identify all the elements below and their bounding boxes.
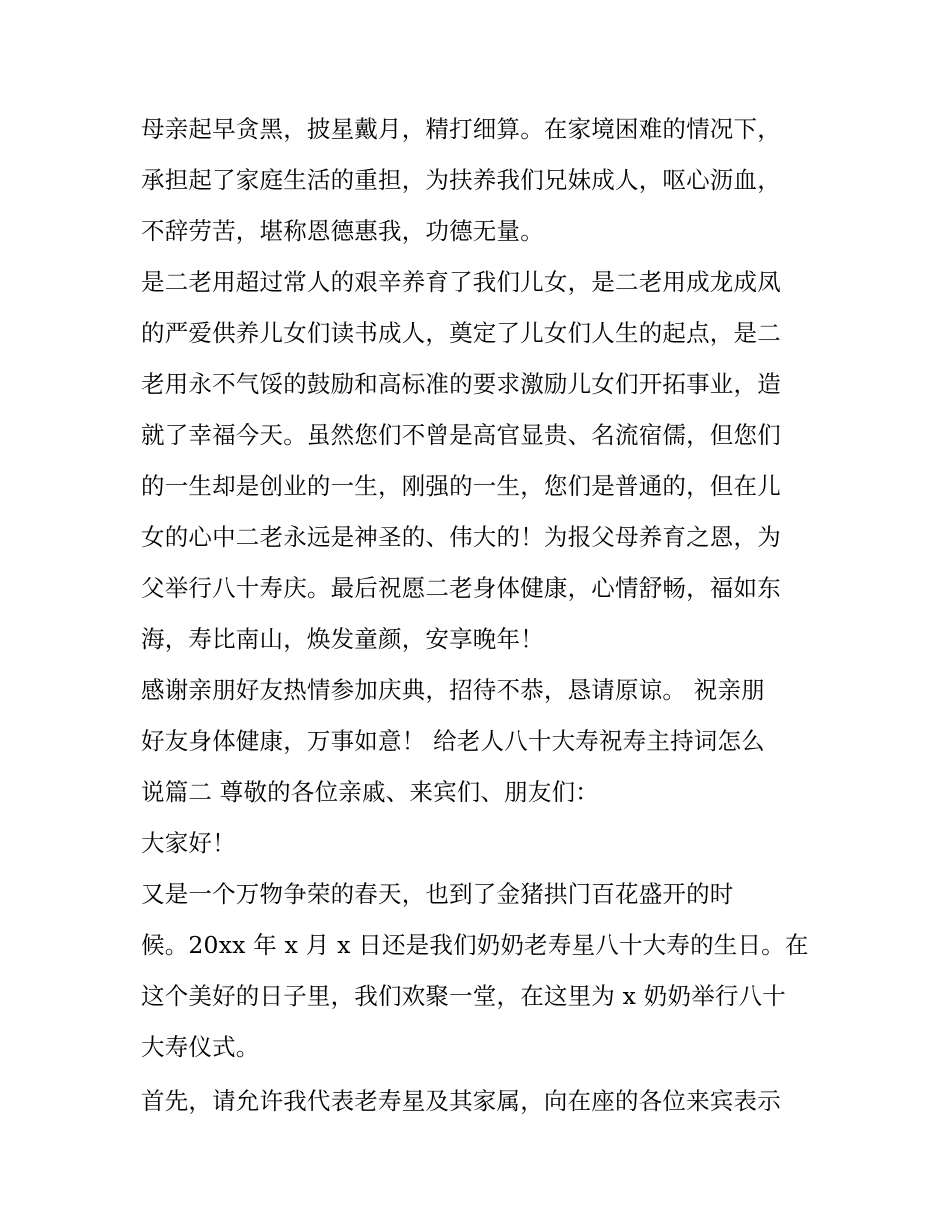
text-line: 首先，请允许我代表老寿星及其家属，向在座的各位来宾表示 xyxy=(141,1087,781,1115)
text-line: 的一生却是创业的一生，刚强的一生，您们是普通的，但在儿 xyxy=(141,472,781,500)
text-line: 父举行八十寿庆。最后祝愿二老身体健康，心情舒畅，福如东 xyxy=(141,574,781,602)
text-line: 的严爱供养儿女们读书成人，奠定了儿女们人生的起点，是二 xyxy=(141,319,781,347)
text-line: 女的心中二老永远是神圣的、伟大的！为报父母养育之恩，为 xyxy=(141,523,781,551)
text-line: 不辞劳苦，堪称恩德惠我，功德无量。 xyxy=(141,217,544,245)
text-line: 大寿仪式。 xyxy=(141,1033,260,1061)
text-line: 好友身体健康，万事如意！ 给老人八十大寿祝寿主持词怎么 xyxy=(141,727,765,755)
text-line: 海，寿比南山，焕发童颜，安享晚年！ xyxy=(141,625,544,653)
text-line: 候。20xx 年 x 月 x 日还是我们奶奶老寿星八十大寿的生日。在 xyxy=(141,931,809,959)
text-line: 老用永不气馁的鼓励和高标准的要求激励儿女们开拓事业，造 xyxy=(141,370,781,398)
text-line: 又是一个万物争荣的春天，也到了金猪拱门百花盛开的时 xyxy=(141,880,734,908)
text-line: 母亲起早贪黑，披星戴月，精打细算。在家境困难的情况下， xyxy=(141,115,781,143)
text-line: 感谢亲朋好友热情参加庆典，招待不恭，恳请原谅。 祝亲朋 xyxy=(141,676,765,704)
text-line: 是二老用超过常人的艰辛养育了我们儿女，是二老用成龙成凤 xyxy=(141,268,781,296)
text-line: 就了幸福今天。虽然您们不曾是高官显贵、名流宿儒，但您们 xyxy=(141,421,781,449)
text-line: 这个美好的日子里，我们欢聚一堂，在这里为 x 奶奶举行八十 xyxy=(141,982,786,1010)
text-line: 大家好！ xyxy=(141,829,236,857)
document-body xyxy=(141,104,821,1127)
text-line: 承担起了家庭生活的重担，为扶养我们兄妹成人，呕心沥血， xyxy=(141,166,781,194)
text-line: 说篇二 尊敬的各位亲戚、来宾们、朋友们： xyxy=(141,778,599,806)
